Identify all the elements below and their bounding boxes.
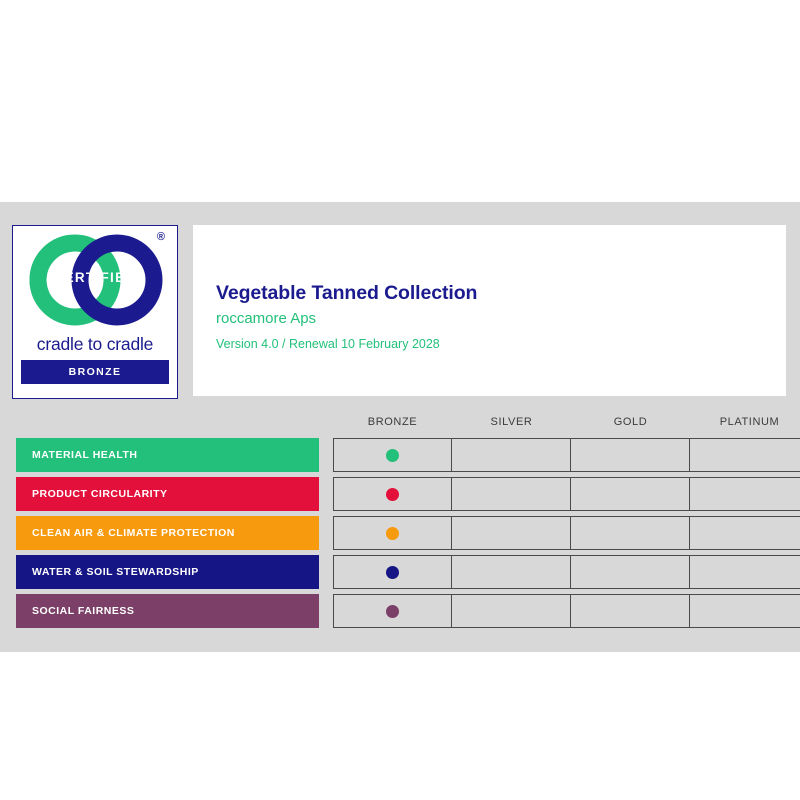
level-cell-platinum [690, 555, 800, 589]
category-label: CLEAN AIR & CLIMATE PROTECTION [16, 516, 319, 550]
level-cell-gold [571, 438, 690, 472]
matrix-row [16, 516, 784, 555]
logo-certified-text: CERTIFIED [53, 270, 137, 285]
page-title: Vegetable Tanned Collection [216, 282, 478, 304]
registered-trademark-icon: ® [156, 231, 165, 243]
matrix-row [16, 594, 784, 633]
logo-level-badge: BRONZE [21, 360, 169, 384]
level-header-silver: SILVER [490, 416, 533, 428]
matrix-rows [16, 438, 784, 633]
level-header-gold: GOLD [613, 416, 648, 428]
achievement-dot-icon [386, 605, 399, 618]
level-cells [333, 477, 800, 511]
matrix-row [16, 438, 784, 477]
category-label: MATERIAL HEALTH [16, 438, 319, 472]
level-cell-bronze [333, 438, 452, 472]
achievement-matrix [16, 416, 784, 633]
level-cells [333, 438, 800, 472]
level-cell-platinum [690, 516, 800, 550]
achievement-dot-icon [386, 449, 399, 462]
level-cell-bronze [333, 477, 452, 511]
level-cells [333, 555, 800, 589]
level-cell-silver [452, 477, 571, 511]
level-cells [333, 516, 800, 550]
level-cell-platinum [690, 594, 800, 628]
logo-wordmark: cradle to cradle [36, 334, 154, 354]
company-name: roccamore Aps [216, 310, 317, 327]
level-cell-silver [452, 594, 571, 628]
category-label: WATER & SOIL STEWARDSHIP [16, 555, 319, 589]
level-header-bronze: BRONZE [367, 416, 418, 428]
level-header-platinum: PLATINUM [719, 416, 780, 428]
achievement-dot-icon [386, 488, 399, 501]
achievement-dot-icon [386, 527, 399, 540]
level-cell-silver [452, 438, 571, 472]
level-cell-bronze [333, 555, 452, 589]
level-cell-gold [571, 594, 690, 628]
level-cell-gold [571, 555, 690, 589]
level-cells [333, 594, 800, 628]
category-label: SOCIAL FAIRNESS [16, 594, 319, 628]
version-renewal-text: Version 4.0 / Renewal 10 February 2028 [216, 337, 440, 351]
level-cell-gold [571, 477, 690, 511]
cradle-to-cradle-logo-card [12, 225, 178, 399]
matrix-header-row [16, 416, 784, 438]
level-cell-bronze [333, 516, 452, 550]
level-cell-bronze [333, 594, 452, 628]
level-cell-gold [571, 516, 690, 550]
level-cell-platinum [690, 477, 800, 511]
achievement-dot-icon [386, 566, 399, 579]
matrix-row [16, 555, 784, 594]
matrix-row [16, 477, 784, 516]
product-info-card [193, 225, 786, 396]
level-cell-platinum [690, 438, 800, 472]
level-cell-silver [452, 555, 571, 589]
category-label: PRODUCT CIRCULARITY [16, 477, 319, 511]
level-cell-silver [452, 516, 571, 550]
